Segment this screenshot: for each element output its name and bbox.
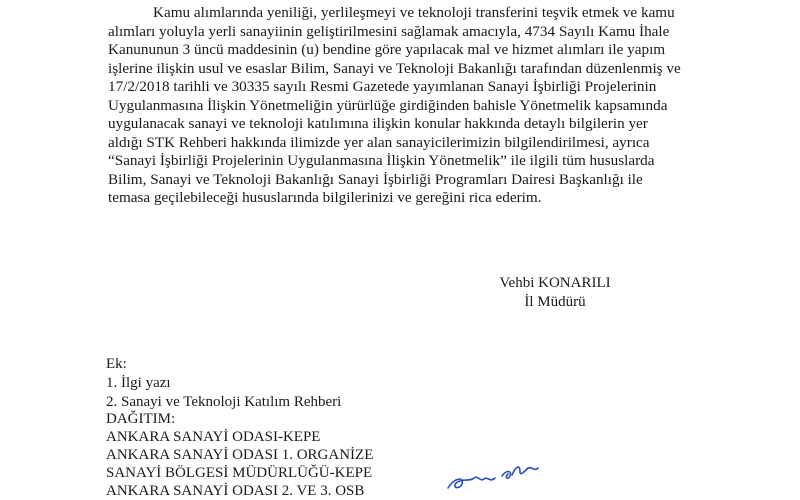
body-line: temasa geçilebileceği hususlarında bilgilerinizi ve gereğini rica ederim. xyxy=(108,189,542,206)
signatory-name: Vehbi KONARILI xyxy=(499,275,611,291)
body-line: alımları yoluyla yerli sanayiinin geliştirilmesini sağlamak amacıyla, 4734 Sayılı Kamu İhale xyxy=(108,22,670,40)
distribution-line: SANAYİ BÖLGESİ MÜDÜRLÜĞÜ-KEPE xyxy=(106,465,373,481)
distribution-line: ANKARA SANAYİ ODASI 2. VE 3. OSB xyxy=(106,483,365,499)
body-line: Kanununun 3 üncü maddesinin (u) bendine göre yapılacak mal ve hizmet alımları ile yapım xyxy=(108,41,666,58)
body-line: Uygulanmasına İlişkin Yönetmeliğin yürürlüğe girdiğinden bahisle Yönetmelik kapsamında xyxy=(108,96,668,114)
attachments-section xyxy=(106,355,341,412)
body-line: “Sanayi İşbirliği Projelerinin Uygulanmasına İlişkin Yönetmelik” ile ilgili tüm hususlarda xyxy=(108,152,655,169)
distribution-line: ANKARA SANAYİ ODASI 1. ORGANİZE xyxy=(106,447,374,463)
signatory-title: İl Müdürü xyxy=(524,294,586,310)
distribution-section xyxy=(106,410,373,500)
attachments-heading: Ek: xyxy=(106,356,127,372)
body-line: işlerine ilişkin usul ve esaslar Bilim, Sanayi ve Teknoloji Bakanlığı tarafından düzenlenmiş ve xyxy=(108,59,681,77)
body-line: Bilim, Sanayi ve Teknoloji Bakanlığı Sanayi İşbirliği Programları Dairesi Başkanlığı ile xyxy=(108,170,643,188)
body-line: aldığı STK Rehberi hakkında ilimizde yer alan sanayicilerimizin bilgilendirilmesi, ayrıca xyxy=(108,133,650,151)
distribution-heading: DAĞITIM: xyxy=(106,411,176,427)
body-line: uygulanacak sanayi ve teknoloji katılımına ilişkin konular hakkında detaylı bilgilerin yer xyxy=(108,115,648,132)
distribution-line: ANKARA SANAYİ ODASI-KEPE xyxy=(106,429,321,445)
attachment-item: 1. İlgi yazı xyxy=(106,375,171,391)
handwritten-annotation xyxy=(440,458,580,491)
body-line: 17/2/2018 tarihli ve 30335 sayılı Resmi Gazetede yayımlanan Sanayi İşbirliği Projelerinin xyxy=(108,78,657,95)
body-line: Kamu alımlarında yeniliği, yerlileşmeyi ve teknoloji transferini teşvik etmek ve kamu xyxy=(153,4,675,21)
attachment-item: 2. Sanayi ve Teknoloji Katılım Rehberi xyxy=(106,394,342,410)
letter-body xyxy=(108,4,694,208)
signature-block xyxy=(470,274,640,312)
